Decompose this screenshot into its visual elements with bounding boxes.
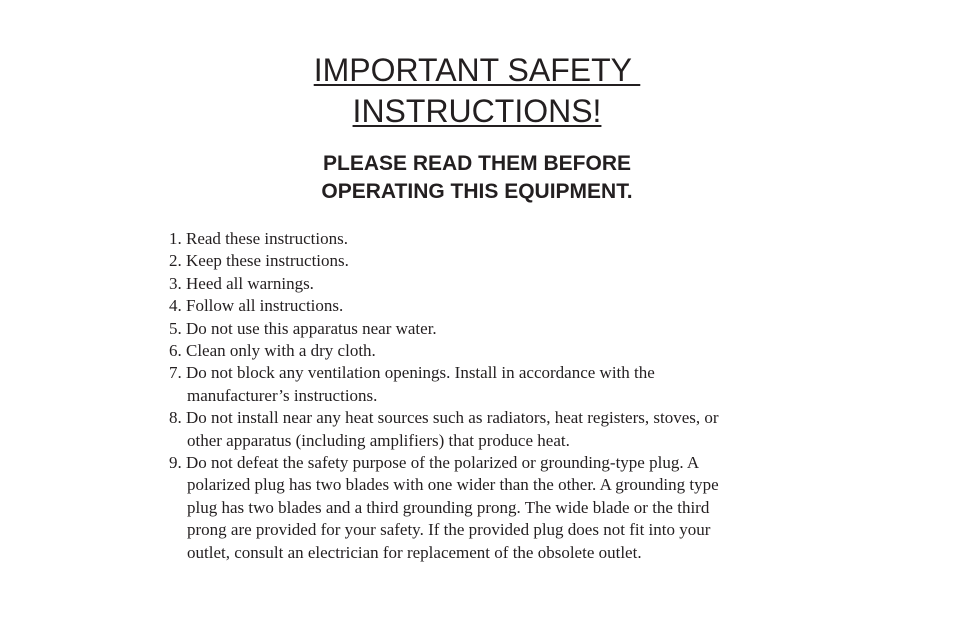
instruction-item-7 xyxy=(169,362,809,407)
instruction-line: 8. Do not install near any heat sources such as radiators, heat registers, stoves, or xyxy=(169,408,719,428)
subtitle-line-1: PLEASE READ THEM BEFORE xyxy=(322,152,632,175)
instruction-line-continued: plug has two blades and a third grounding prong. The wide blade or the third xyxy=(187,497,710,517)
instruction-line-continued: other apparatus (including amplifiers) that produce heat. xyxy=(187,430,570,450)
instruction-line: 7. Do not block any ventilation openings. Install in accordance with the xyxy=(169,363,655,383)
instruction-line-continued: outlet, consult an electrician for replacement of the obsolete outlet. xyxy=(187,542,642,562)
instruction-line: 6. Clean only with a dry cloth. xyxy=(169,341,376,361)
instruction-item-2 xyxy=(169,250,809,272)
instructions-list xyxy=(169,228,809,564)
instruction-item-3 xyxy=(169,273,809,295)
instruction-line-continued: polarized plug has two blades with one wider than the other. A grounding type xyxy=(187,475,719,495)
instruction-item-1 xyxy=(169,228,809,250)
instruction-line: 9. Do not defeat the safety purpose of the polarized or grounding-type plug. A xyxy=(169,453,700,473)
instruction-line: 5. Do not use this apparatus near water. xyxy=(169,318,437,338)
instruction-line-continued: prong are provided for your safety. If the provided plug does not fit into your xyxy=(187,520,711,540)
instruction-item-9 xyxy=(169,452,809,564)
title-line-2: INSTRUCTIONS! xyxy=(352,93,602,129)
title-line-1: IMPORTANT SAFETY xyxy=(313,52,641,88)
subtitle-line-2: OPERATING THIS EQUIPMENT. xyxy=(321,180,633,203)
instruction-line: 4. Follow all instructions. xyxy=(169,296,344,316)
instruction-item-6 xyxy=(169,340,809,362)
instruction-item-8 xyxy=(169,407,809,452)
instruction-item-4 xyxy=(169,295,809,317)
instruction-line: 2. Keep these instructions. xyxy=(169,251,349,271)
instruction-line: 3. Heed all warnings. xyxy=(169,273,314,293)
instruction-item-5 xyxy=(169,318,809,340)
instruction-line-continued: manufacturer’s instructions. xyxy=(187,385,378,405)
instruction-line: 1. Read these instructions. xyxy=(169,229,348,248)
